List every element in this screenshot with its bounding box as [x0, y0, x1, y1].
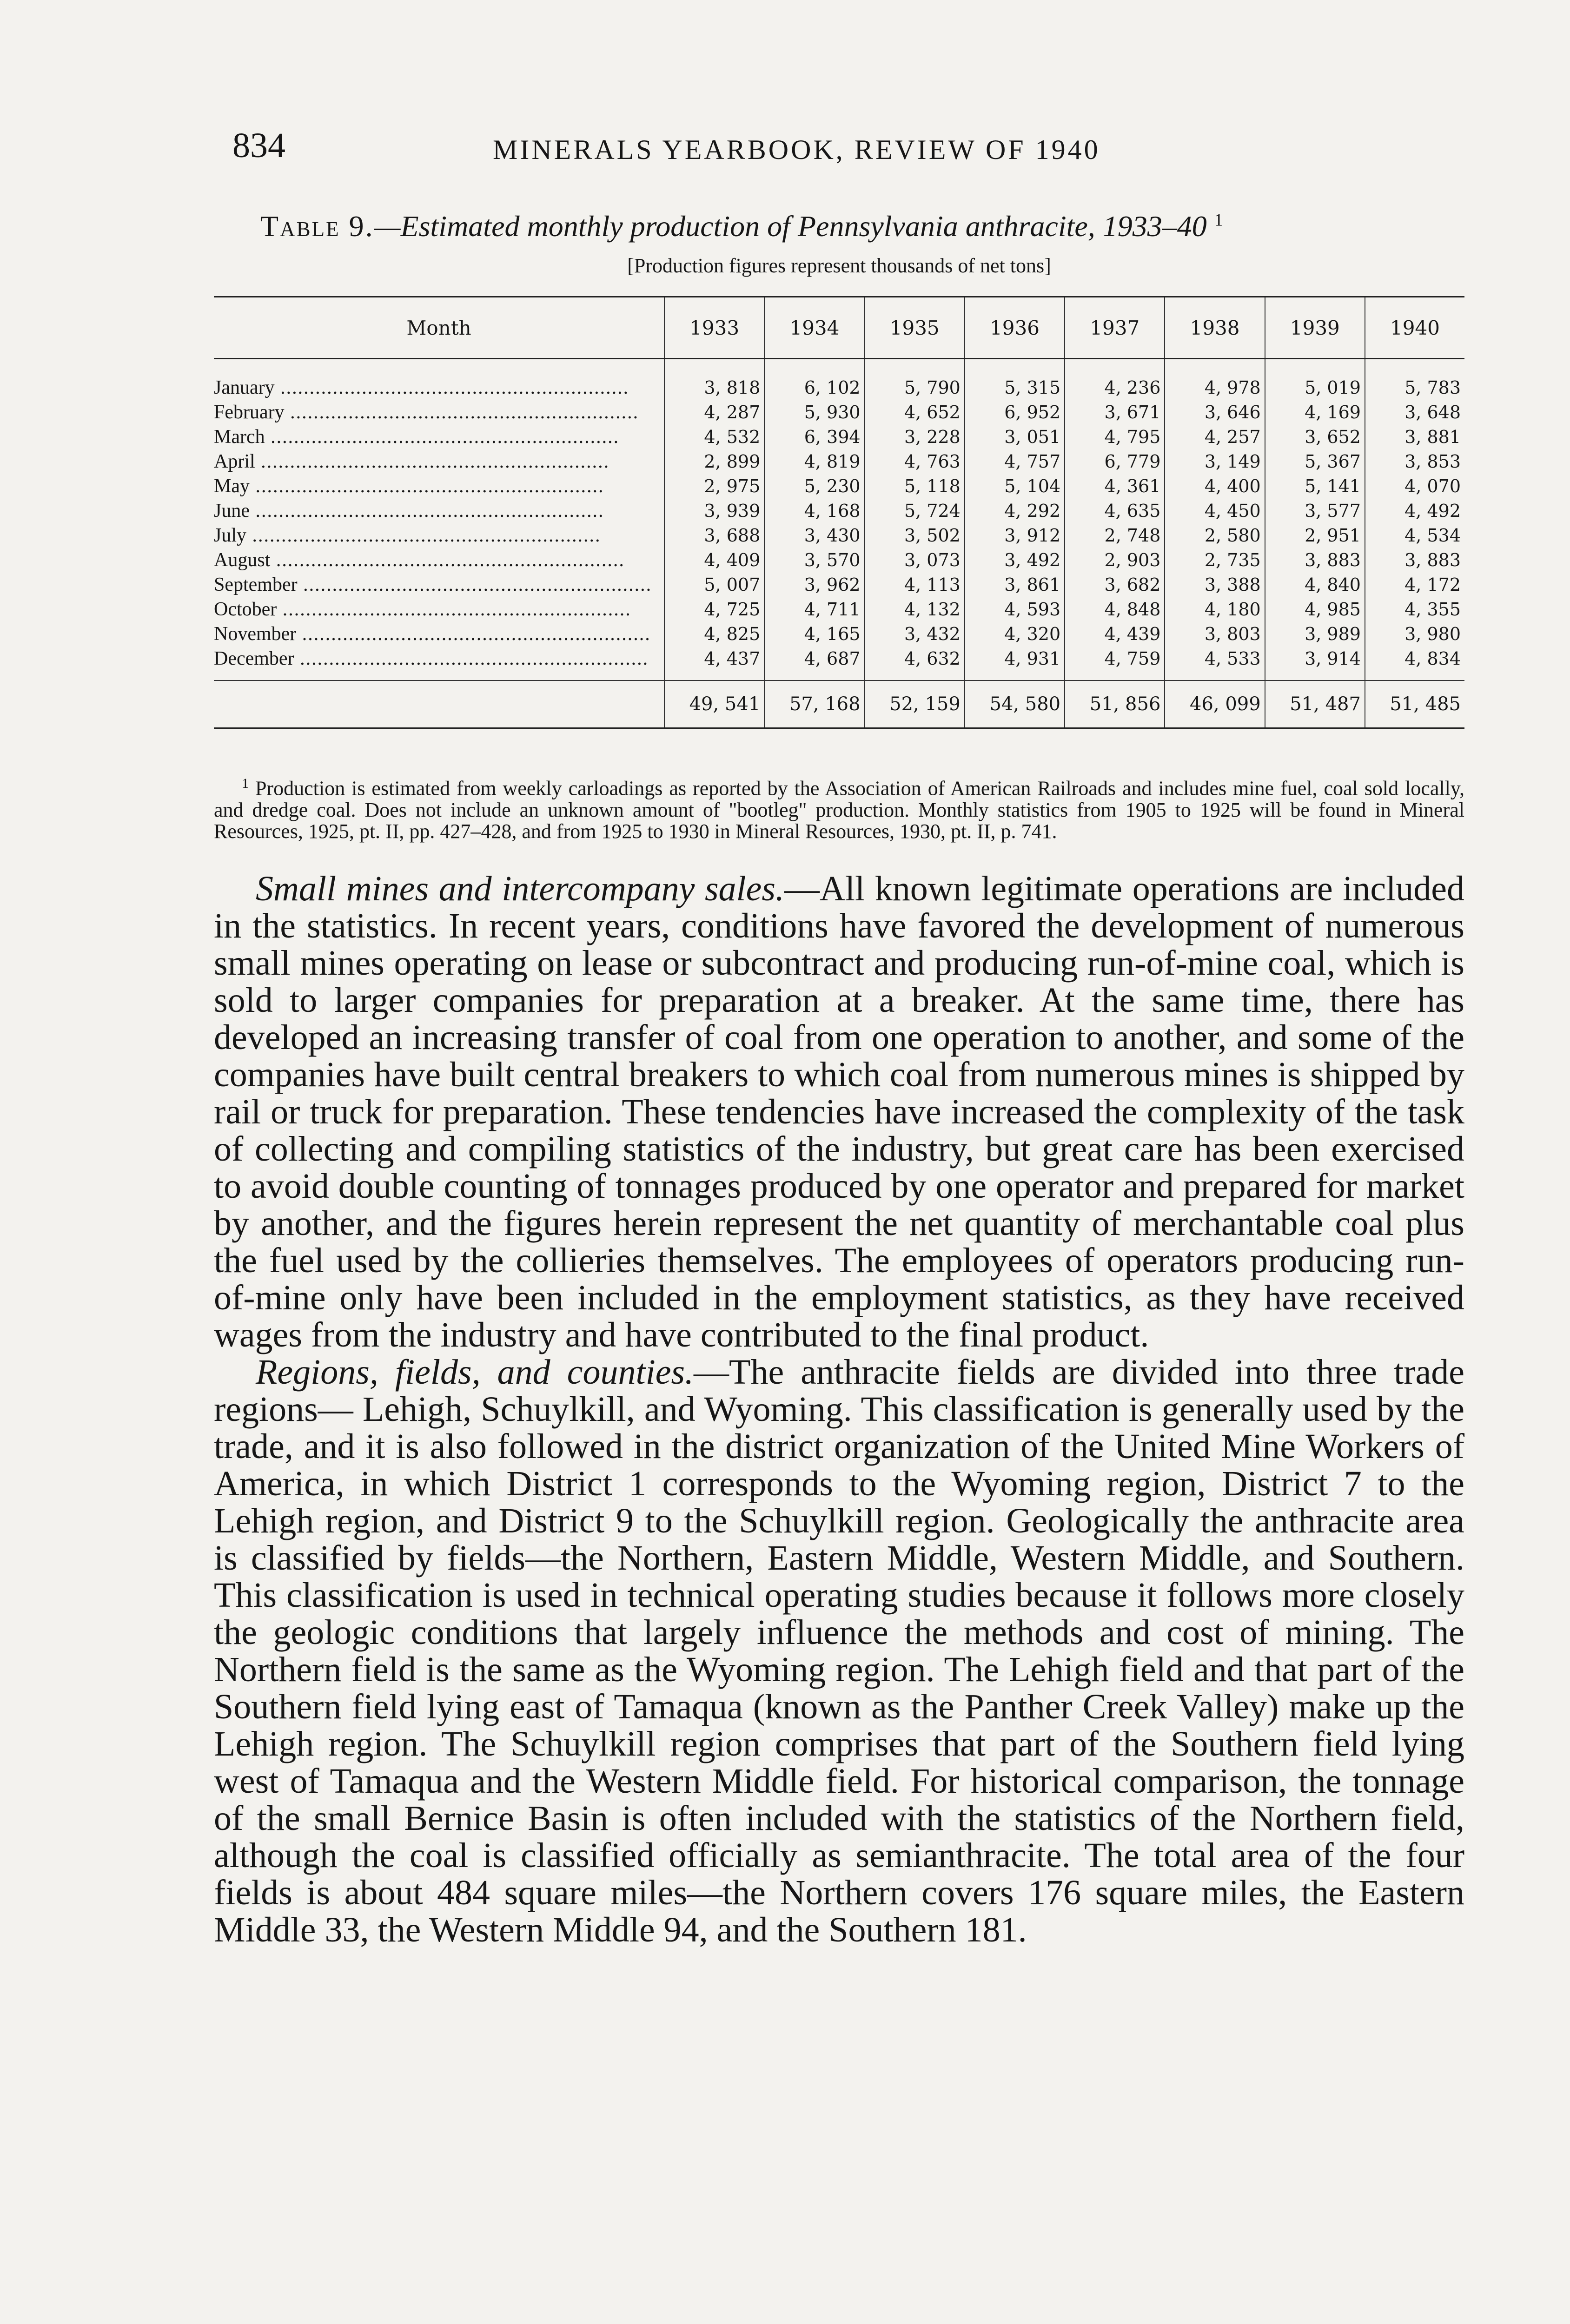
total-cell-1937: 51, 856 — [1065, 680, 1165, 728]
value-cell-1939: 3, 652 — [1265, 424, 1365, 449]
total-cell-1935: 52, 159 — [865, 680, 965, 728]
value-cell-1934: 6, 394 — [764, 424, 864, 449]
month-cell — [214, 449, 664, 474]
value-cell-1935: 4, 652 — [865, 400, 965, 424]
value-cell-1939: 3, 914 — [1265, 646, 1365, 680]
column-header-1939: 1939 — [1265, 297, 1365, 359]
value-cell-1938: 4, 533 — [1165, 646, 1265, 680]
value-cell-1937: 4, 635 — [1065, 498, 1165, 523]
value-cell-1937: 4, 236 — [1065, 359, 1165, 400]
value-cell-1940: 4, 534 — [1365, 523, 1464, 548]
month-cell — [214, 597, 664, 621]
value-cell-1935: 3, 073 — [865, 548, 965, 572]
value-cell-1933: 3, 939 — [664, 498, 764, 523]
body-text — [214, 870, 1464, 1948]
value-cell-1940: 3, 883 — [1365, 548, 1464, 572]
value-cell-1934: 6, 102 — [764, 359, 864, 400]
value-cell-1936: 5, 104 — [965, 474, 1065, 498]
value-cell-1936: 5, 315 — [965, 359, 1065, 400]
column-header-month: Month — [214, 297, 664, 359]
value-cell-1939: 4, 985 — [1265, 597, 1365, 621]
value-cell-1936: 4, 593 — [965, 597, 1065, 621]
table-row — [214, 548, 1464, 572]
value-cell-1934: 3, 570 — [764, 548, 864, 572]
value-cell-1937: 4, 848 — [1065, 597, 1165, 621]
footnote-text: Production is estimated from weekly carloadings as reported by the Association of American Railroads and includes mine fuel, coal sold locally, and dredge coal. Does not include an unknown amount of "bootleg" production. Monthly statistics from 1905 to 1925 will be found in Mineral Resources, 1925, pt. II, pp. 427–428, and from 1925 to 1930 in Mineral Resources, 1930, pt. II, p. 741. — [214, 777, 1465, 843]
value-cell-1935: 5, 724 — [865, 498, 965, 523]
value-cell-1935: 3, 432 — [865, 621, 965, 646]
value-cell-1935: 4, 132 — [865, 597, 965, 621]
table-row — [214, 400, 1464, 424]
page — [214, 125, 1464, 1948]
month-cell — [214, 646, 664, 680]
value-cell-1937: 2, 903 — [1065, 548, 1165, 572]
table-row — [214, 572, 1464, 597]
value-cell-1939: 2, 951 — [1265, 523, 1365, 548]
value-cell-1935: 4, 763 — [865, 449, 965, 474]
value-cell-1939: 5, 367 — [1265, 449, 1365, 474]
column-header-1936: 1936 — [965, 297, 1065, 359]
value-cell-1936: 3, 051 — [965, 424, 1065, 449]
value-cell-1934: 4, 165 — [764, 621, 864, 646]
month-label: January ..... — [214, 377, 629, 398]
running-title: MINERALS YEARBOOK, REVIEW OF 1940 — [493, 134, 1100, 165]
table-title — [260, 209, 1464, 244]
month-label: May ..... — [214, 475, 604, 497]
value-cell-1934: 3, 962 — [764, 572, 864, 597]
table-title-text: —Estimated monthly production of Pennsylvania anthracite, 1933–40 — [374, 210, 1207, 243]
value-cell-1937: 3, 682 — [1065, 572, 1165, 597]
value-cell-1940: 4, 172 — [1365, 572, 1464, 597]
production-table — [214, 296, 1464, 729]
table-row — [214, 523, 1464, 548]
value-cell-1937: 6, 779 — [1065, 449, 1165, 474]
value-cell-1933: 3, 818 — [664, 359, 764, 400]
value-cell-1937: 4, 361 — [1065, 474, 1165, 498]
column-header-1940: 1940 — [1365, 297, 1464, 359]
month-cell — [214, 523, 664, 548]
month-label: August ..... — [214, 549, 625, 571]
month-cell — [214, 424, 664, 449]
value-cell-1938: 2, 580 — [1165, 523, 1265, 548]
value-cell-1938: 3, 646 — [1165, 400, 1265, 424]
month-cell — [214, 548, 664, 572]
value-cell-1936: 3, 912 — [965, 523, 1065, 548]
value-cell-1935: 5, 790 — [865, 359, 965, 400]
column-header-1933: 1933 — [664, 297, 764, 359]
table-row — [214, 359, 1464, 400]
total-cell-1933: 49, 541 — [664, 680, 764, 728]
value-cell-1938: 4, 257 — [1165, 424, 1265, 449]
month-cell — [214, 400, 664, 424]
paragraph-regions — [214, 1353, 1464, 1948]
value-cell-1940: 4, 070 — [1365, 474, 1464, 498]
value-cell-1936: 3, 492 — [965, 548, 1065, 572]
total-label-cell — [214, 680, 664, 728]
table-row — [214, 597, 1464, 621]
value-cell-1938: 4, 978 — [1165, 359, 1265, 400]
value-cell-1935: 3, 502 — [865, 523, 965, 548]
total-cell-1936: 54, 580 — [965, 680, 1065, 728]
total-cell-1940: 51, 485 — [1365, 680, 1464, 728]
value-cell-1937: 3, 671 — [1065, 400, 1165, 424]
value-cell-1940: 3, 980 — [1365, 621, 1464, 646]
month-label: December ..... — [214, 648, 649, 669]
value-cell-1934: 5, 230 — [764, 474, 864, 498]
value-cell-1936: 4, 757 — [965, 449, 1065, 474]
month-label: March ..... — [214, 426, 619, 448]
month-label: October ..... — [214, 599, 631, 620]
value-cell-1933: 2, 899 — [664, 449, 764, 474]
footnote-marker: 1 — [242, 776, 249, 791]
value-cell-1933: 4, 437 — [664, 646, 764, 680]
paragraph-small-mines-text: —All known legitimate operations are included in the statistics. In recent years, conditions have favored the development of numerous small mines operating on lease or subcontract and producing run-of-mine coal, which is sold to larger companies for preparation at a breaker. At the same time, there has developed an increasing transfer of coal from one operation to another, and some of the companies have built central breakers to which coal from numerous mines is shipped by rail or truck for preparation. These tendencies have increased the complexity of the task of collecting and compiling statistics of the industry, but great care has been exercised to avoid double counting of tonnages produced by one operator and prepared for market by another, and the figures herein represent the net quantity of merchantable coal plus the fuel used by the collieries themselves. The employees of operators producing run-of-mine only have been included in the employment statistics, as they have received wages from the industry and have contributed to the final product. — [214, 869, 1464, 1354]
table-label: Table 9. — [260, 210, 374, 243]
value-cell-1936: 4, 931 — [965, 646, 1065, 680]
column-header-1938: 1938 — [1165, 297, 1265, 359]
value-cell-1938: 3, 803 — [1165, 621, 1265, 646]
value-cell-1937: 4, 759 — [1065, 646, 1165, 680]
value-cell-1933: 2, 975 — [664, 474, 764, 498]
value-cell-1934: 5, 930 — [764, 400, 864, 424]
value-cell-1933: 4, 825 — [664, 621, 764, 646]
table-footnote — [214, 773, 1464, 842]
value-cell-1933: 4, 409 — [664, 548, 764, 572]
value-cell-1933: 4, 287 — [664, 400, 764, 424]
value-cell-1935: 4, 632 — [865, 646, 965, 680]
value-cell-1934: 4, 168 — [764, 498, 864, 523]
value-cell-1934: 4, 819 — [764, 449, 864, 474]
value-cell-1940: 3, 648 — [1365, 400, 1464, 424]
value-cell-1940: 3, 853 — [1365, 449, 1464, 474]
value-cell-1933: 5, 007 — [664, 572, 764, 597]
table-row — [214, 646, 1464, 680]
value-cell-1935: 5, 118 — [865, 474, 965, 498]
value-cell-1939: 3, 577 — [1265, 498, 1365, 523]
value-cell-1936: 4, 292 — [965, 498, 1065, 523]
value-cell-1938: 4, 180 — [1165, 597, 1265, 621]
month-label: June ..... — [214, 500, 604, 522]
month-label: April ..... — [214, 451, 609, 472]
value-cell-1934: 3, 430 — [764, 523, 864, 548]
value-cell-1934: 4, 711 — [764, 597, 864, 621]
month-cell — [214, 474, 664, 498]
value-cell-1939: 5, 141 — [1265, 474, 1365, 498]
value-cell-1933: 4, 532 — [664, 424, 764, 449]
value-cell-1937: 4, 795 — [1065, 424, 1165, 449]
column-header-1934: 1934 — [764, 297, 864, 359]
value-cell-1940: 5, 783 — [1365, 359, 1464, 400]
value-cell-1940: 4, 492 — [1365, 498, 1464, 523]
paragraph-regions-text: —The anthracite fields are divided into three trade regions— Lehigh, Schuylkill, and Wyoming. This classification is generally used by the trade, and it is also followed in the district organization of the United Mine Workers of America, in which District 1 corresponds to the Wyoming region, District 7 to the Lehigh region, and District 9 to the Schuylkill region. Geologically the anthracite area is classified by fields—the Northern, Eastern Middle, Western Middle, and Southern. This classification is used in technical operating studies because it follows more closely the geologic conditions that largely influence the methods and cost of mining. The Northern field is the same as the Wyoming region. The Lehigh field and that part of the Southern field lying east of Tamaqua (known as the Panther Creek Valley) make up the Lehigh region. The Schuylkill region comprises that part of the Southern field lying west of Tamaqua and the Western Middle field. For historical comparison, the tonnage of the small Bernice Basin is often included with the statistics of the Northern field, although the coal is classified officially as semianthracite. The total area of the four fields is about 484 square miles—the Northern covers 176 square miles, the Eastern Middle 33, the Western Middle 94, and the Southern 181. — [214, 1352, 1464, 1949]
running-head — [214, 125, 1464, 177]
table-row — [214, 474, 1464, 498]
month-label: February ..... — [214, 402, 639, 423]
month-label: September ..... — [214, 574, 652, 595]
value-cell-1939: 3, 989 — [1265, 621, 1365, 646]
run-in-heading-regions: Regions, fields, and counties. — [256, 1352, 694, 1392]
value-cell-1938: 4, 400 — [1165, 474, 1265, 498]
month-cell — [214, 359, 664, 400]
column-header-1937: 1937 — [1065, 297, 1165, 359]
table-row — [214, 498, 1464, 523]
total-cell-1934: 57, 168 — [764, 680, 864, 728]
column-header-1935: 1935 — [865, 297, 965, 359]
total-cell-1939: 51, 487 — [1265, 680, 1365, 728]
month-cell — [214, 621, 664, 646]
table-row — [214, 621, 1464, 646]
table-header-row — [214, 297, 1464, 359]
value-cell-1939: 4, 169 — [1265, 400, 1365, 424]
month-cell — [214, 572, 664, 597]
value-cell-1937: 2, 748 — [1065, 523, 1165, 548]
value-cell-1940: 4, 834 — [1365, 646, 1464, 680]
table-body — [214, 359, 1464, 728]
value-cell-1938: 3, 149 — [1165, 449, 1265, 474]
value-cell-1936: 4, 320 — [965, 621, 1065, 646]
total-cell-1938: 46, 099 — [1165, 680, 1265, 728]
value-cell-1939: 3, 883 — [1265, 548, 1365, 572]
value-cell-1939: 5, 019 — [1265, 359, 1365, 400]
value-cell-1936: 3, 861 — [965, 572, 1065, 597]
run-in-heading-small-mines: Small mines and intercompany sales. — [256, 869, 784, 908]
value-cell-1938: 4, 450 — [1165, 498, 1265, 523]
value-cell-1940: 3, 881 — [1365, 424, 1464, 449]
value-cell-1940: 4, 355 — [1365, 597, 1464, 621]
table-title-footnote-marker: 1 — [1214, 210, 1223, 230]
total-row — [214, 680, 1464, 728]
value-cell-1936: 6, 952 — [965, 400, 1065, 424]
table-subtitle: [Production figures represent thousands of net tons] — [627, 254, 1051, 277]
table-row — [214, 449, 1464, 474]
paragraph-small-mines — [214, 870, 1464, 1353]
value-cell-1938: 2, 735 — [1165, 548, 1265, 572]
month-cell — [214, 498, 664, 523]
value-cell-1933: 4, 725 — [664, 597, 764, 621]
value-cell-1938: 3, 388 — [1165, 572, 1265, 597]
value-cell-1934: 4, 687 — [764, 646, 864, 680]
value-cell-1935: 3, 228 — [865, 424, 965, 449]
month-label: July ..... — [214, 525, 601, 546]
value-cell-1935: 4, 113 — [865, 572, 965, 597]
value-cell-1937: 4, 439 — [1065, 621, 1165, 646]
value-cell-1933: 3, 688 — [664, 523, 764, 548]
page-number: 834 — [232, 126, 285, 165]
value-cell-1939: 4, 840 — [1265, 572, 1365, 597]
table-row — [214, 424, 1464, 449]
month-label: November ..... — [214, 623, 651, 645]
